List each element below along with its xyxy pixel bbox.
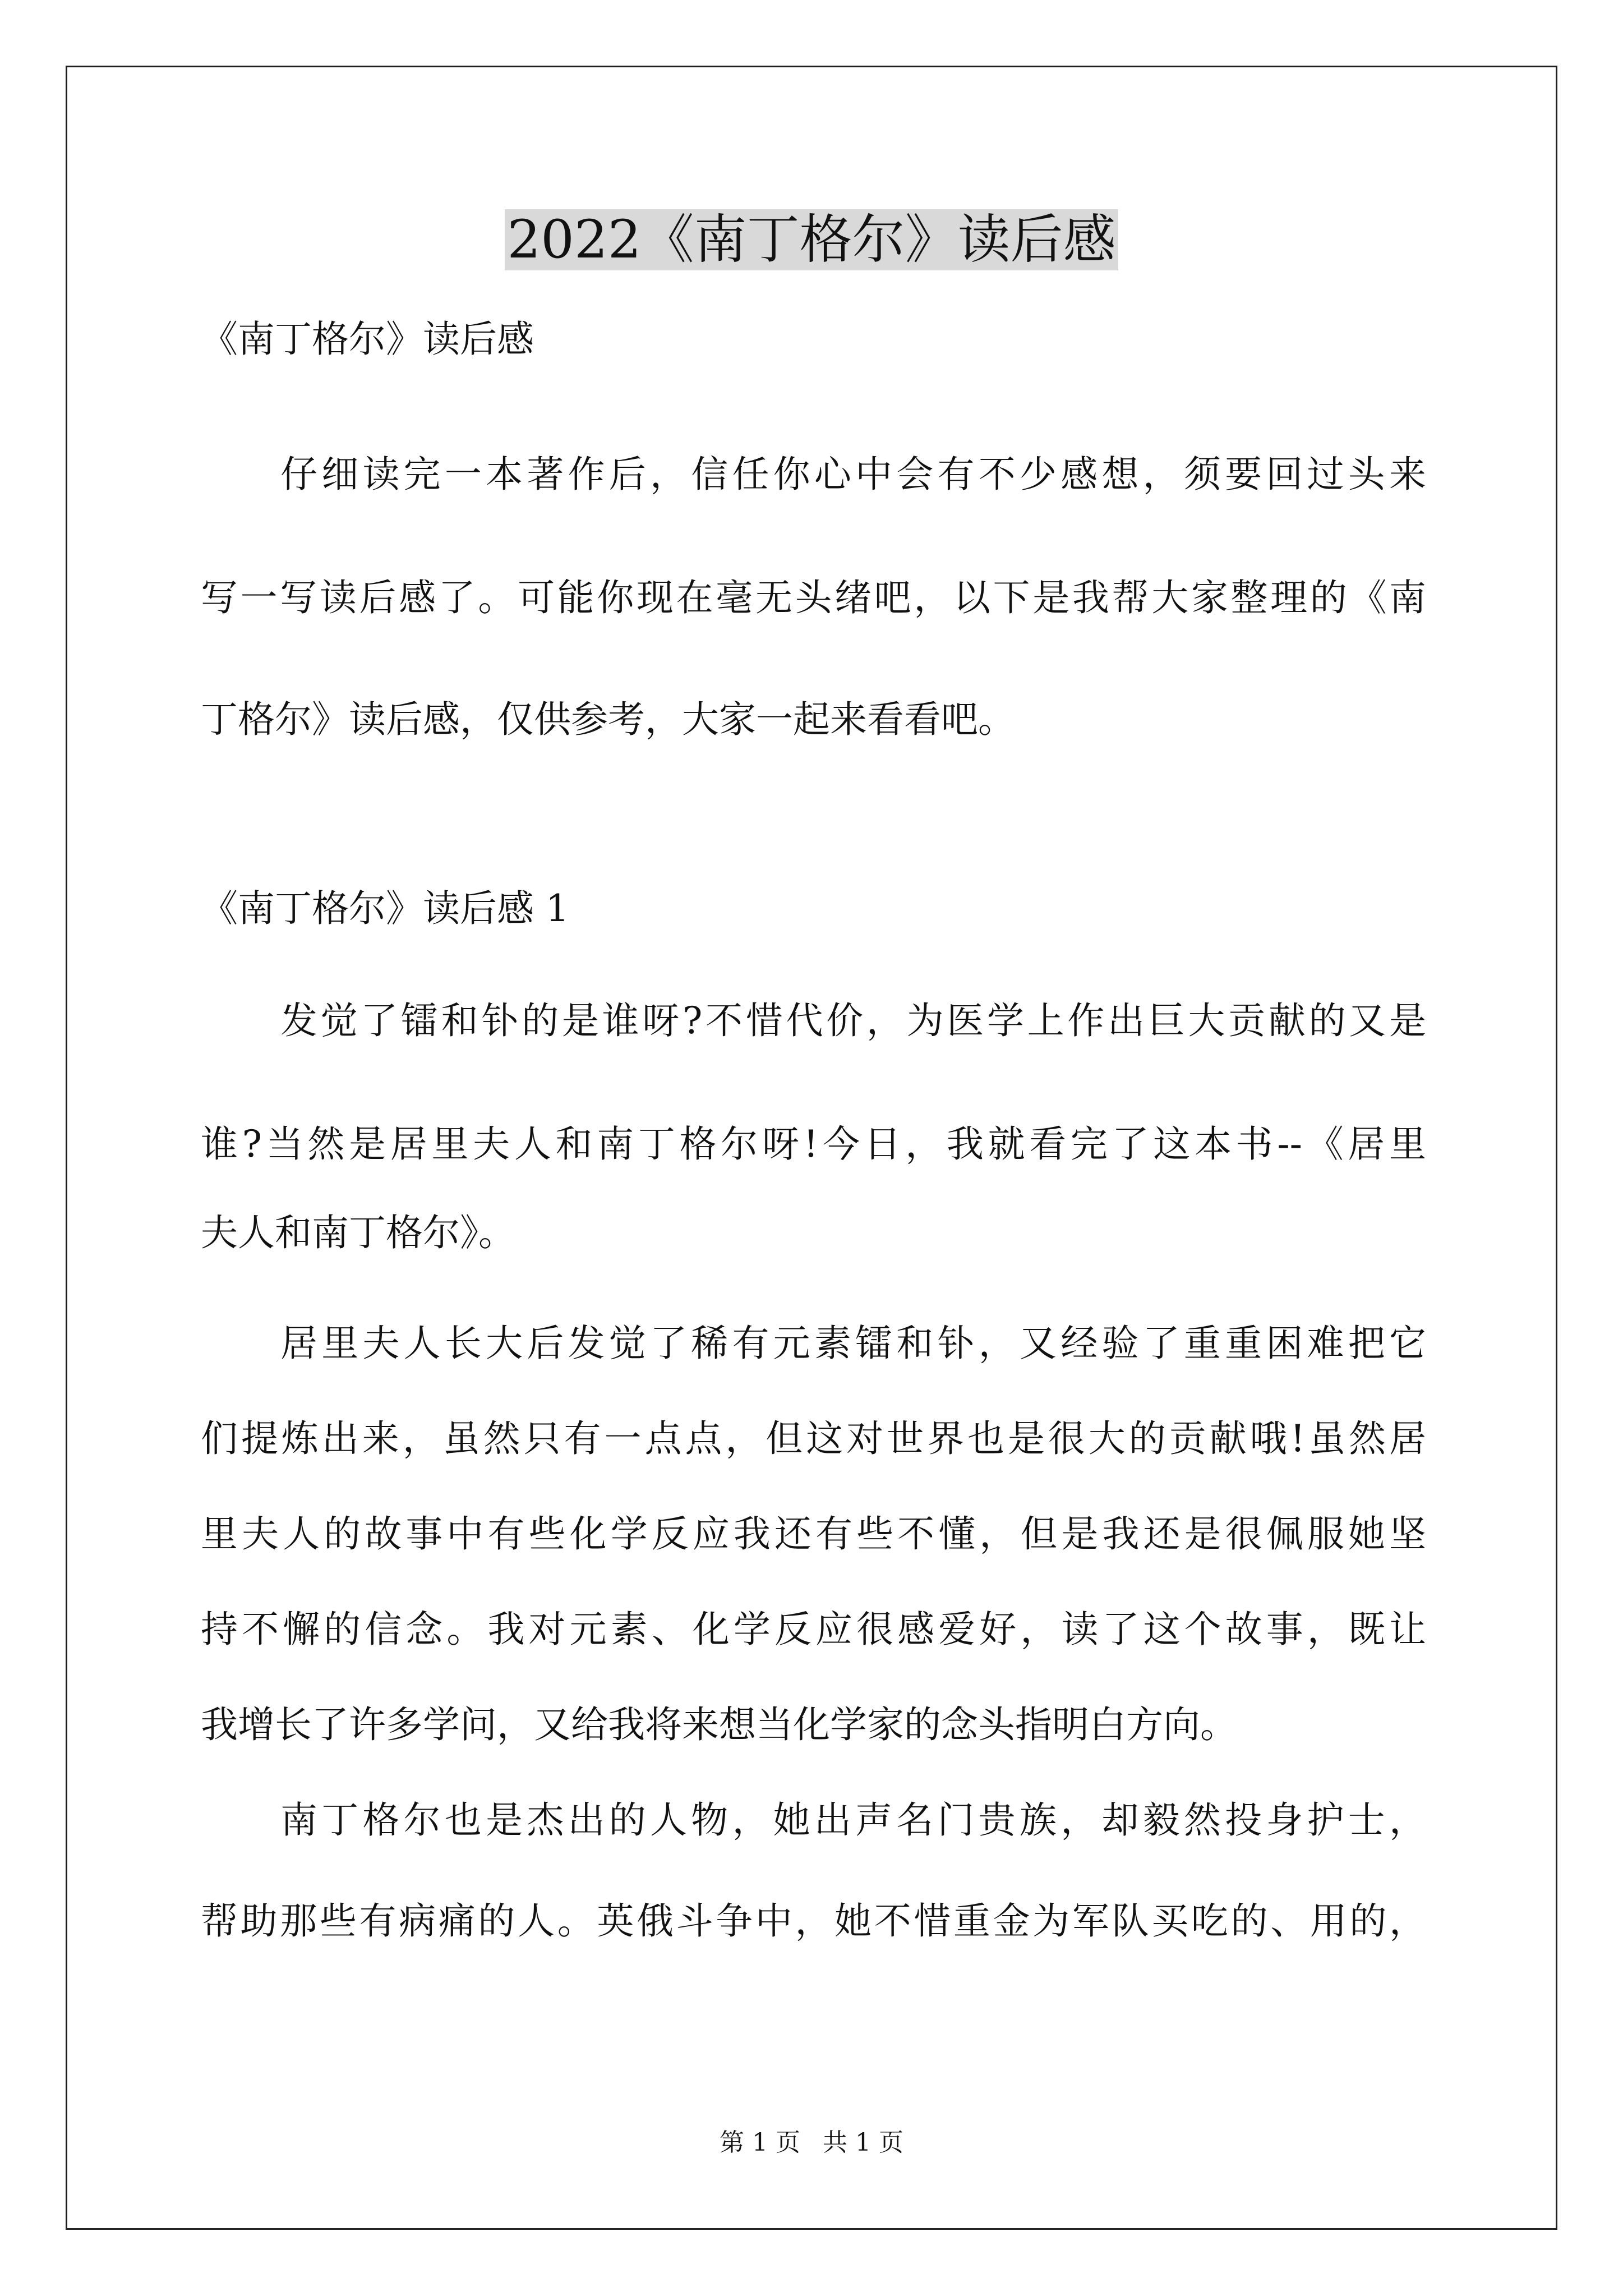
document-title xyxy=(0,201,1623,279)
intro-line-3: 丁格尔》读后感，仅供参考，大家一起来看看吧。 xyxy=(201,698,1015,741)
section-heading-intro: 《南丁格尔》读后感 xyxy=(201,318,534,361)
para2-line-4: 持不懈的信念。我对元素、化学反应很感爱好，读了这个故事，既让 xyxy=(201,1608,1426,1651)
para3-line-1: 南丁格尔也是杰出的人物，她出声名门贵族，却毅然投身护士， xyxy=(280,1798,1426,1842)
page-total: 共 1 页 xyxy=(823,2128,903,2157)
para2-line-2: 们提炼出来，虽然只有一点点，但这对世界也是很大的贡献哦!虽然居 xyxy=(201,1417,1426,1460)
para3-line-2: 帮助那些有病痛的人。英俄斗争中，她不惜重金为军队买吃的、用的， xyxy=(201,1899,1426,1943)
document-title-text: 2022《南丁格尔》读后感 xyxy=(505,209,1118,270)
page-number: 第 1 页 xyxy=(720,2128,800,2157)
para2-line-1: 居里夫人长大后发觉了稀有元素镭和钋，又经验了重重困难把它 xyxy=(280,1322,1426,1365)
intro-line-2: 写一写读后感了。可能你现在毫无头绪吧，以下是我帮大家整理的《南 xyxy=(201,576,1426,619)
para1-line-1: 发觉了镭和钋的是谁呀?不惜代价，为医学上作出巨大贡献的又是 xyxy=(280,999,1426,1042)
para1-line-3: 夫人和南丁格尔》。 xyxy=(201,1211,515,1254)
para2-line-3: 里夫人的故事中有些化学反应我还有些不懂，但是我还是很佩服她坚 xyxy=(201,1512,1426,1556)
page-footer xyxy=(0,2126,1623,2160)
section-heading-1: 《南丁格尔》读后感 1 xyxy=(201,887,569,930)
para2-line-5: 我增长了许多学问，又给我将来想当化学家的念头指明白方向。 xyxy=(201,1703,1237,1746)
para1-line-2: 谁?当然是居里夫人和南丁格尔呀!今日，我就看完了这本书--《居里 xyxy=(201,1122,1426,1166)
intro-line-1: 仔细读完一本著作后，信任你心中会有不少感想，须要回过头来 xyxy=(280,453,1426,496)
